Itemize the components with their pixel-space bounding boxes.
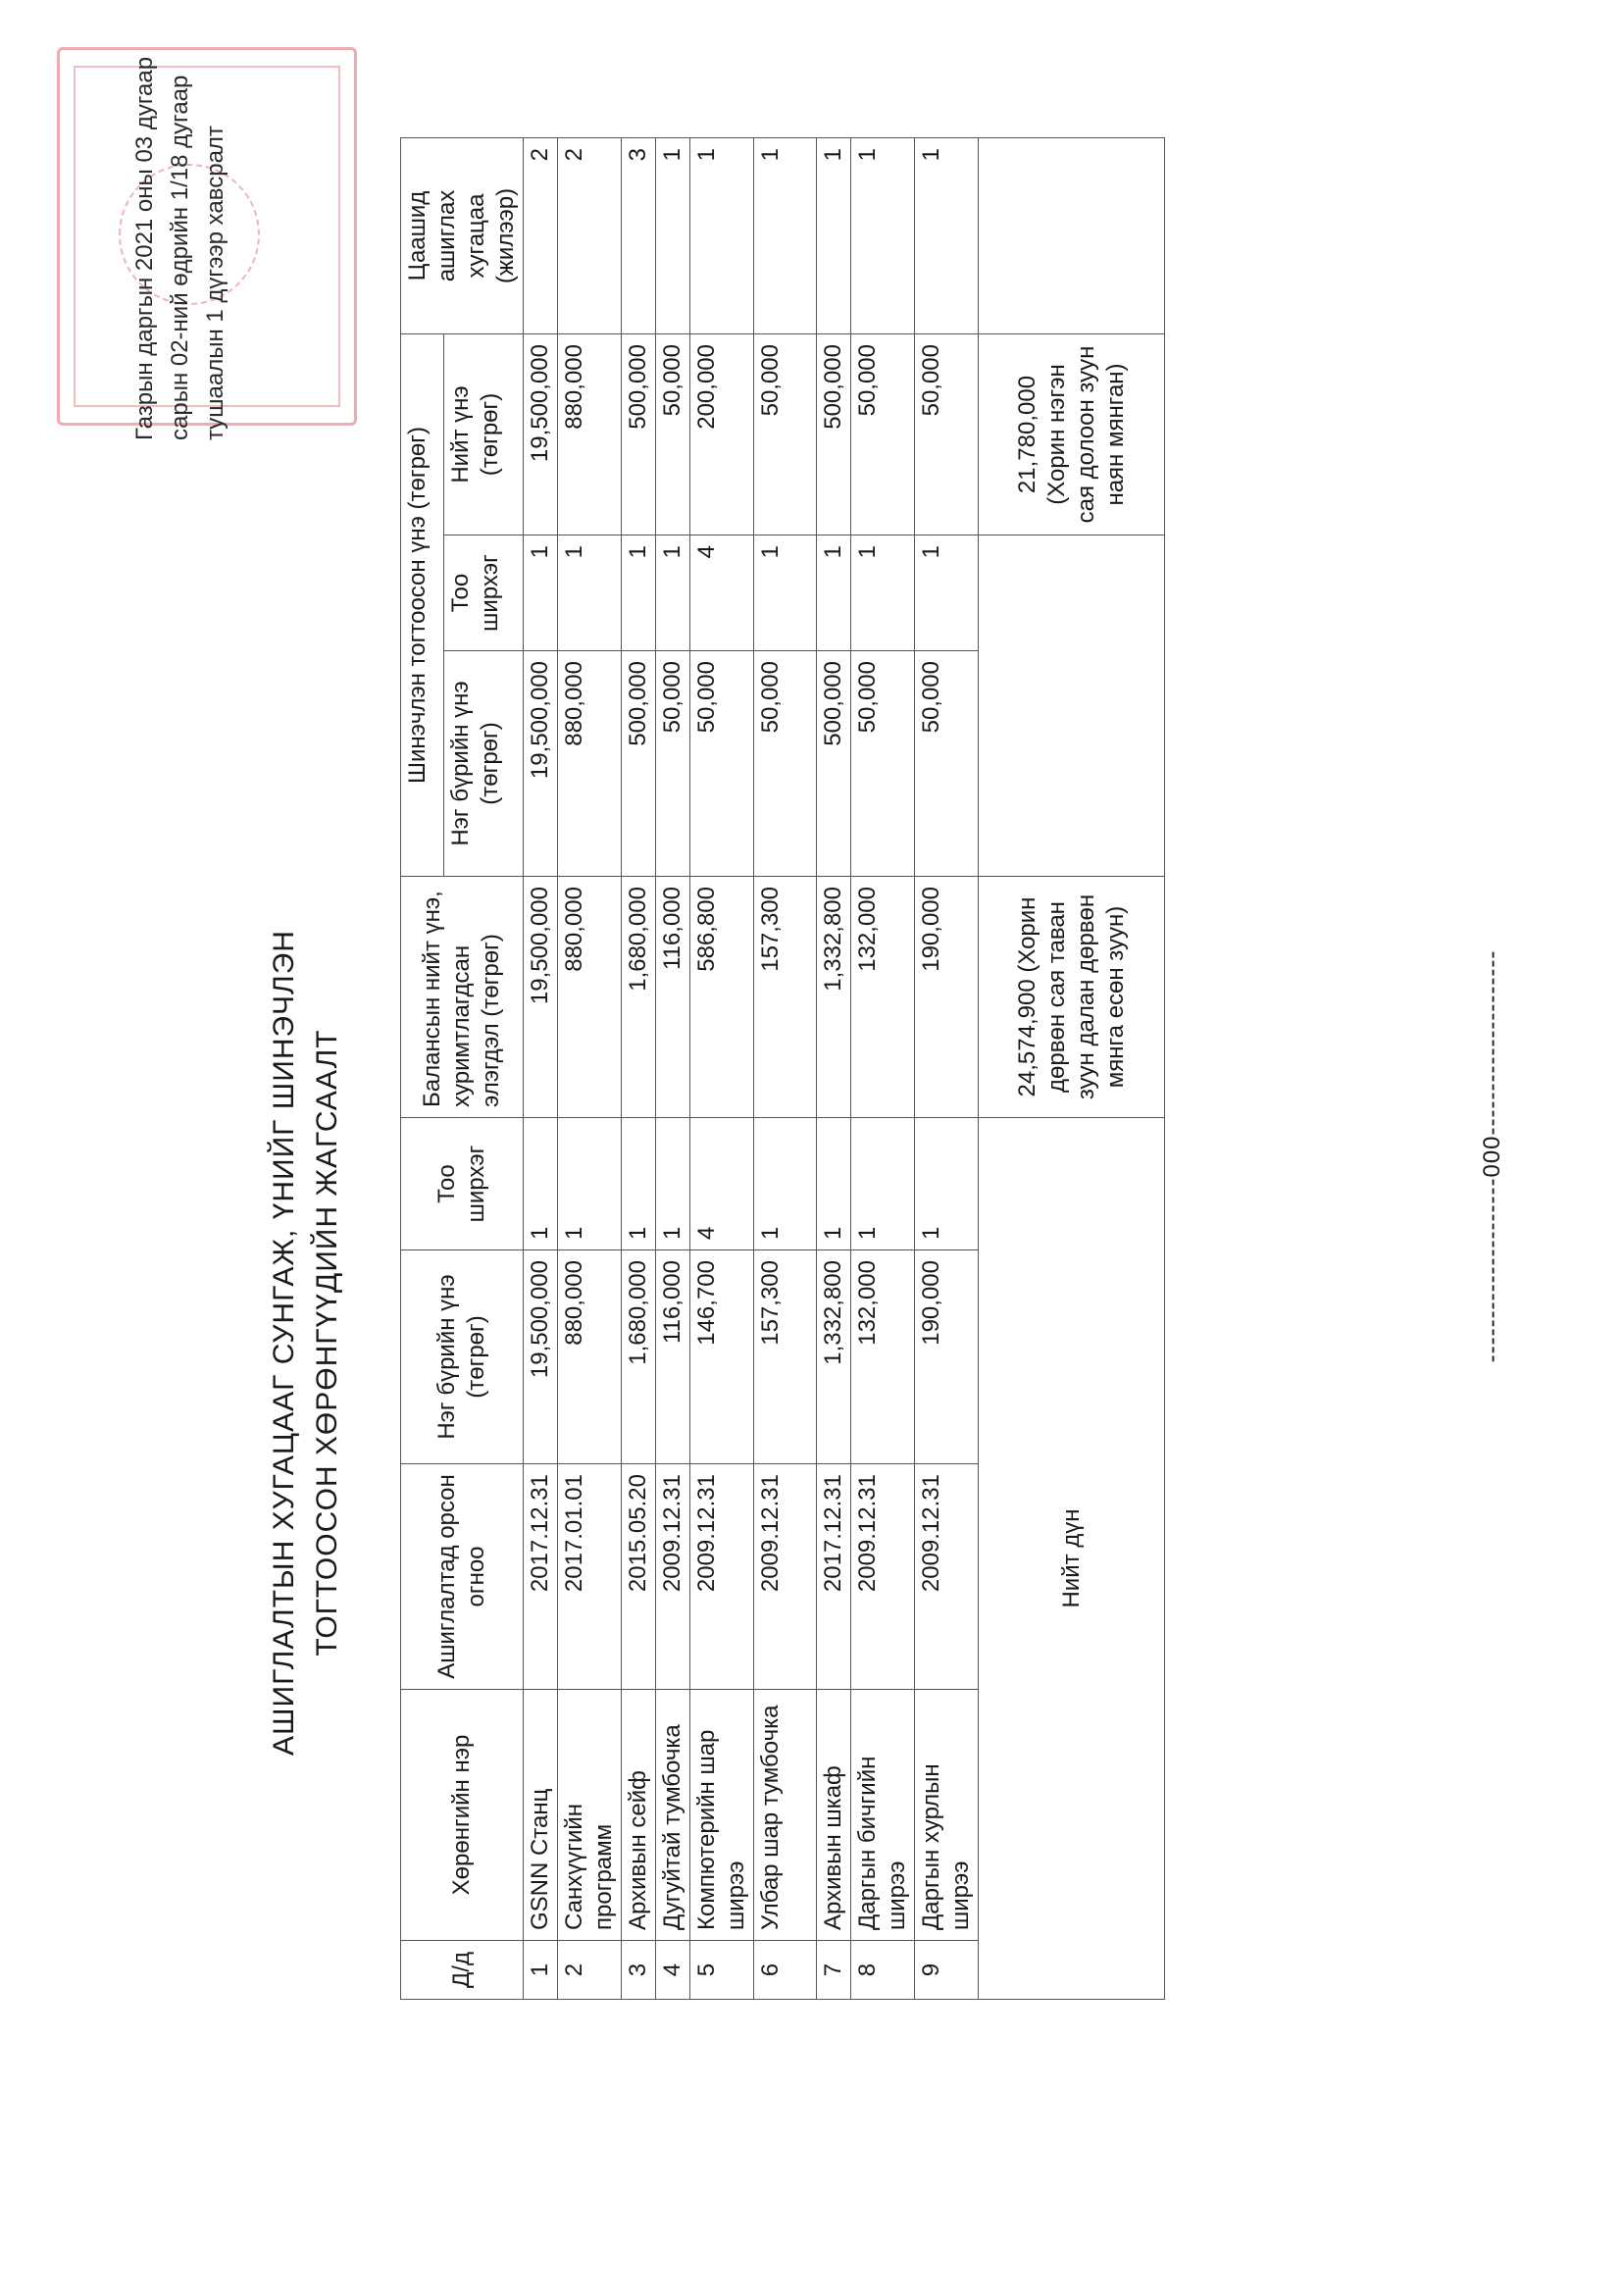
cell-new-unit: 19,500,000 [524,651,558,877]
cell-new-unit: 880,000 [558,651,622,877]
cell-date: 2015.05.20 [622,1464,656,1690]
cell-new-total: 19,500,000 [524,334,558,535]
cell-date: 2009.12.31 [690,1464,754,1690]
table-row [754,138,817,2000]
header-qty: Тоо ширхэг [401,1118,524,1250]
cell-qty: 1 [622,1118,656,1250]
cell-qty: 1 [524,1118,558,1250]
cell-unit-price: 146,700 [690,1250,754,1464]
cell-extension: 1 [754,138,817,334]
cell-no: 9 [915,1941,979,2000]
cell-new-total: 200,000 [690,334,754,535]
cell-balance: 1,332,800 [817,877,851,1118]
cell-no: 5 [690,1941,754,2000]
cell-new-qty: 1 [558,535,622,651]
header-new-total: Нийт үнэ (төгрөг) [443,334,523,535]
table-row [558,138,622,2000]
cell-date: 2009.12.31 [754,1464,817,1690]
cell-no: 4 [656,1941,690,2000]
cell-name: Даргын хурлын ширээ [915,1690,979,1941]
cell-no: 7 [817,1941,851,2000]
cell-new-unit: 500,000 [622,651,656,877]
asset-table [400,137,1165,2000]
cell-unit-price: 880,000 [558,1250,622,1464]
cell-new-unit: 50,000 [851,651,915,877]
cell-qty: 1 [817,1118,851,1250]
cell-new-total: 50,000 [915,334,979,535]
cell-name: Дугуйтай тумбочка [656,1690,690,1941]
header-renewed-group: Шинэчлэн тогтоосон үнэ (төгрөг) [401,334,444,877]
table-row [524,138,558,2000]
table-row [915,138,979,2000]
cell-unit-price: 157,300 [754,1250,817,1464]
table-row [817,138,851,2000]
cell-new-qty: 1 [656,535,690,651]
cell-new-unit: 500,000 [817,651,851,877]
decree-line-3: тушаалын 1 дүгээр хавсралт [202,126,228,440]
header-row-1 [401,138,444,2000]
cell-extension: 1 [690,138,754,334]
header-unit-price: Нэг бүрийн үнэ (төгрөг) [401,1250,524,1464]
title-line-2: ТОГТООСОН ХӨРӨНГҮҮДИЙН ЖАГСААЛТ [311,1029,343,1657]
cell-balance: 880,000 [558,877,622,1118]
header-no: Д/д [401,1941,524,2000]
cell-balance: 190,000 [915,877,979,1118]
cell-no: 8 [851,1941,915,2000]
header-new-unit: Нэг бүрийн үнэ (төгрөг) [443,651,523,877]
cell-date: 2009.12.31 [915,1464,979,1690]
cell-qty: 1 [754,1118,817,1250]
header-name: Хөрөнгийн нэр [401,1690,524,1941]
cell-new-qty: 1 [817,535,851,651]
cell-new-qty: 4 [690,535,754,651]
cell-new-qty: 1 [851,535,915,651]
cell-qty: 1 [915,1118,979,1250]
cell-no: 1 [524,1941,558,2000]
cell-date: 2017.12.31 [817,1464,851,1690]
cell-unit-price: 19,500,000 [524,1250,558,1464]
decree-reference [127,28,233,440]
cell-new-total: 50,000 [656,334,690,535]
cell-name: Санхүүгийн программ [558,1690,622,1941]
cell-new-unit: 50,000 [690,651,754,877]
total-row [979,138,1165,2000]
cell-unit-price: 132,000 [851,1250,915,1464]
total-label: Нийт дүн [979,1118,1165,2000]
total-new-total: 21,780,000 (Хорин нэгэн сая долоон зуун наян мянган) [979,334,1165,535]
cell-new-qty: 1 [754,535,817,651]
cell-new-unit: 50,000 [915,651,979,877]
cell-new-total: 880,000 [558,334,622,535]
document-title [263,607,349,2078]
cell-date: 2009.12.31 [851,1464,915,1690]
cell-new-qty: 1 [915,535,979,651]
cell-qty: 4 [690,1118,754,1250]
cell-balance: 116,000 [656,877,690,1118]
cell-balance: 157,300 [754,877,817,1118]
cell-new-total: 500,000 [622,334,656,535]
cell-no: 3 [622,1941,656,2000]
cell-extension: 1 [656,138,690,334]
header-date: Ашиглалтад орсон огноо [401,1464,524,1690]
cell-balance: 1,680,000 [622,877,656,1118]
cell-extension: 2 [524,138,558,334]
cell-date: 2017.01.01 [558,1464,622,1690]
cell-unit-price: 116,000 [656,1250,690,1464]
end-marker: ---------------------000--------------------- [1479,949,1505,1363]
cell-name: GSNN Станц [524,1690,558,1941]
header-balance: Балансын нийт үнэ, хуримтлагдсан элэгдэл (төгрөг) [401,877,524,1118]
cell-new-total: 50,000 [754,334,817,535]
cell-name: Компютерийн шар ширээ [690,1690,754,1941]
table-row [622,138,656,2000]
cell-name: Архивын шкаф [817,1690,851,1941]
cell-no: 6 [754,1941,817,2000]
total-empty-cell [979,138,1165,334]
total-empty-cell [979,535,1165,877]
cell-new-qty: 1 [622,535,656,651]
cell-qty: 1 [656,1118,690,1250]
cell-extension: 1 [817,138,851,334]
title-line-1: АШИГЛАЛТЫН ХУГАЦААГ СУНГАЖ, ҮНИЙГ ШИНЭЧЛЭН [268,930,300,1756]
cell-extension: 2 [558,138,622,334]
total-balance: 24,574,900 (Хорин дөрвөн сая таван зуун далан дөрвөн мянга есөн зуун) [979,877,1165,1118]
cell-date: 2017.12.31 [524,1464,558,1690]
table-row [656,138,690,2000]
cell-unit-price: 1,680,000 [622,1250,656,1464]
header-new-qty: Тоо ширхэг [443,535,523,651]
cell-name: Архивын сейф [622,1690,656,1941]
cell-extension: 3 [622,138,656,334]
table-row [690,138,754,2000]
cell-date: 2009.12.31 [656,1464,690,1690]
cell-unit-price: 190,000 [915,1250,979,1464]
cell-extension: 1 [915,138,979,334]
table-row [851,138,915,2000]
cell-new-total: 500,000 [817,334,851,535]
cell-qty: 1 [851,1118,915,1250]
decree-line-1: Газрын даргын 2021 оны 03 дугаар [131,56,158,440]
header-extension: Цаашид ашиглах хугацаа (жилээр) [401,138,524,334]
cell-new-unit: 50,000 [754,651,817,877]
cell-extension: 1 [851,138,915,334]
cell-name: Даргын бичгийн ширээ [851,1690,915,1941]
cell-new-unit: 50,000 [656,651,690,877]
cell-no: 2 [558,1941,622,2000]
cell-new-qty: 1 [524,535,558,651]
cell-balance: 132,000 [851,877,915,1118]
cell-new-total: 50,000 [851,334,915,535]
decree-line-2: сарын 02-ний өдрийн 1/18 дугаар [167,75,193,440]
cell-name: Улбар шар тумбочка [754,1690,817,1941]
cell-balance: 586,800 [690,877,754,1118]
cell-balance: 19,500,000 [524,877,558,1118]
cell-unit-price: 1,332,800 [817,1250,851,1464]
cell-qty: 1 [558,1118,622,1250]
